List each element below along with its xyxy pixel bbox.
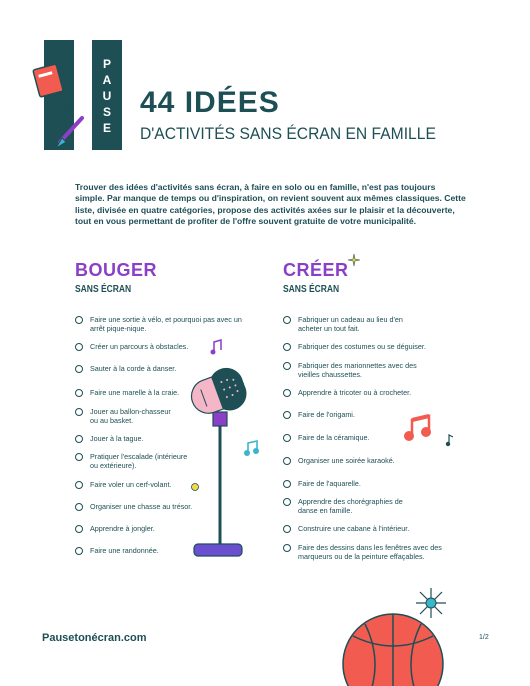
music-note-icon: [210, 340, 224, 356]
bullet-icon: [283, 362, 291, 370]
bullet-icon: [75, 435, 83, 443]
list-item: Organiser une soirée karaoké.: [283, 456, 463, 465]
list-item: Apprendre à tricoter ou à crocheter.: [283, 388, 463, 397]
page-number: 1/2: [479, 634, 489, 641]
footer-brand: Pausetonécran.com: [42, 632, 147, 644]
bullet-icon: [75, 316, 83, 324]
microphone-icon: [188, 368, 268, 568]
list-item: Fabriquer un cadeau au lieu d'en acheter un tout fait.: [283, 315, 463, 334]
bullet-icon: [75, 408, 83, 416]
bullet-icon: [283, 316, 291, 324]
sparkle-icon: [348, 254, 360, 266]
logo-pause-text: PAUSE: [100, 57, 114, 137]
list-item: Apprendre des chorégraphies de danse en famille.: [283, 497, 463, 516]
list-item: Organiser une chasse au trésor.: [75, 502, 260, 511]
list-item: Construire une cabane à l'intérieur.: [283, 524, 463, 533]
list-item: Jouer à la tague.: [75, 434, 260, 443]
list-item: Faire une randonnée.: [75, 546, 260, 555]
bullet-icon: [283, 434, 291, 442]
bullet-icon: [283, 411, 291, 419]
list-item: Faire de l'aquarelle.: [283, 479, 463, 488]
music-note-icon: [243, 440, 261, 458]
music-note-icon: [403, 414, 435, 444]
bullet-icon: [283, 343, 291, 351]
basketball-icon: [335, 606, 455, 686]
bullet-icon: [75, 453, 83, 461]
bullet-icon: [75, 481, 83, 489]
music-note-icon: [445, 434, 455, 448]
list-item: Fabriquer des marionnettes avec des vieilles chaussettes.: [283, 361, 463, 380]
list-item: Faire de la céramique.: [283, 433, 463, 442]
intro-paragraph: Trouver des idées d'activités sans écran, à faire en solo ou en famille, n'est pas toujours simple. Par manque de temps ou d'inspiration, on revient souvent aux mêmes classiques. Cette liste, divisée en quatre catégories, propose des activités axées sur le plaisir et la découverte, tout en vous permettant de profiter de l'offre souvent gratuite de votre municipalité.: [75, 182, 466, 226]
page-title: 44 IDÉES: [140, 86, 280, 119]
list-item: Sauter à la corde à danser.: [75, 364, 260, 373]
list-item: Pratiquer l'escalade (intérieure ou extérieure).: [75, 452, 260, 471]
dot-icon: [190, 482, 200, 492]
bullet-icon: [283, 525, 291, 533]
paintbrush-icon: [52, 112, 92, 152]
bullet-icon: [75, 525, 83, 533]
bullet-icon: [75, 503, 83, 511]
bullet-icon: [283, 498, 291, 506]
bullet-icon: [283, 389, 291, 397]
list-item: Faire voler un cerf-volant.: [75, 480, 260, 489]
book-icon: [30, 60, 70, 100]
bullet-icon: [75, 389, 83, 397]
bullet-icon: [283, 544, 291, 552]
column-heading-bouger: BOUGER: [75, 260, 158, 280]
sparkle-icon: [62, 104, 72, 114]
list-item: Faire des dessins dans les fenêtres avec des marqueurs ou de la peinture effaçables.: [283, 543, 463, 562]
bullet-icon: [283, 457, 291, 465]
bullet-icon: [283, 480, 291, 488]
column-heading-creer: CRÉER: [283, 260, 349, 280]
list-item: Jouer au ballon-chasseur ou au basket.: [75, 407, 260, 426]
bullet-icon: [75, 343, 83, 351]
bullet-icon: [75, 365, 83, 373]
list-item: Faire une marelle à la craie.: [75, 388, 260, 397]
column-subheading-bouger: SANS ÉCRAN: [75, 284, 132, 295]
bullet-icon: [75, 547, 83, 555]
column-subheading-creer: SANS ÉCRAN: [283, 284, 340, 295]
list-item: Créer un parcours à obstacles.: [75, 342, 260, 351]
list-item: Fabriquer des costumes ou se déguiser.: [283, 342, 463, 351]
page-subtitle: D'ACTIVITÉS SANS ÉCRAN EN FAMILLE: [140, 124, 436, 143]
list-item: Apprendre à jongler.: [75, 524, 260, 533]
list-item: Faire une sortie à vélo, et pourquoi pas avec un arrêt pique-nique.: [75, 315, 260, 334]
list-item: Faire de l'origami.: [283, 410, 463, 419]
